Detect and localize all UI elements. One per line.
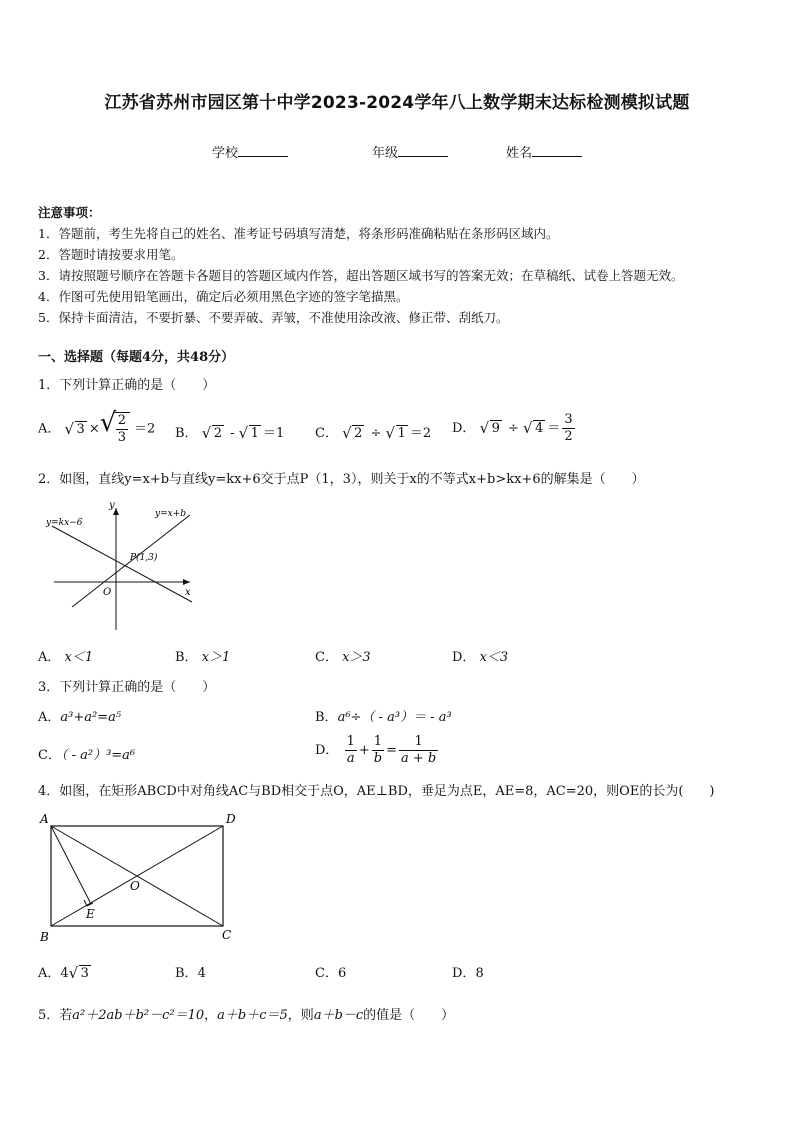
name-label: 姓名 <box>506 146 533 161</box>
q3-option-d[interactable]: D． $\frac{1}{a}$ + $\frac{1}{b}$ = $\frac{1}{a + b}$ <box>315 734 437 766</box>
q2-option-c[interactable]: C． x＞3 <box>315 650 371 665</box>
sqrt-expression: √ 2 <box>342 424 363 442</box>
grade-blank[interactable] <box>398 144 448 157</box>
note-item: 1．答题前，考生先将自己的姓名、准考证号码填写清楚，将条形码准确粘贴在条形码区域内。 <box>38 226 559 241</box>
fraction: $\frac{3}{2}$ <box>564 412 573 444</box>
sqrt-expression: √ 1 <box>238 424 259 442</box>
x-axis-arrow <box>183 579 190 585</box>
point-e-label: E <box>86 907 95 921</box>
equals-value: ＝2 <box>134 421 156 437</box>
vertex-a-label: A <box>40 812 49 826</box>
vertex-c-label: C <box>222 928 232 942</box>
x-axis-label: x <box>185 587 191 598</box>
center-o-label: O <box>130 879 140 893</box>
vertex-b-label: B <box>40 930 49 944</box>
grade-field <box>372 142 448 161</box>
note-item: 5．保持卡面清洁，不要折暴、不要弄破、弄皱，不准使用涂改液、修正带、刮纸刀。 <box>38 310 509 325</box>
option-label: D． <box>452 421 476 436</box>
q4-rectangle-figure <box>36 810 246 946</box>
school-field <box>212 142 288 161</box>
section-heading: 一、选择题（每题4分，共48分） <box>38 350 235 365</box>
sqrt-expression: √ 3 <box>64 419 85 438</box>
times-sign: × <box>88 421 100 437</box>
school-blank[interactable] <box>238 144 288 157</box>
operator: - <box>225 426 239 441</box>
q3-stem: 3．下列计算正确的是（ ） <box>38 680 216 695</box>
point-p-label: P(1,3) <box>130 553 158 563</box>
option-label: A． <box>38 421 61 437</box>
fraction: $\frac{1}{b}$ <box>373 734 383 766</box>
q4-stem: 4．如图，在矩形ABCD中对角线AC与BD相交于点O，AE⊥BD，垂足为点E，AE=8，AC=20，则OE的长为( ) <box>38 784 715 799</box>
right-angle-mark <box>84 900 93 906</box>
fraction: $\frac{1}{a}$ <box>346 734 355 766</box>
equals-sign: ＝ <box>547 421 561 436</box>
line-kx-6 <box>52 526 192 602</box>
y-axis-label: y <box>109 500 115 511</box>
q2-stem: 2．如图，直线y=x+b与直线y=kx+6交于点P（1，3），则关于x的不等式x+b>kx+6的解集是（ ） <box>38 472 645 487</box>
fraction: $\frac{1}{a + b}$ <box>401 734 437 766</box>
q1-option-a[interactable] <box>38 408 156 446</box>
q4-option-a[interactable]: A．4 √ 3 <box>38 964 89 982</box>
q4-option-b[interactable]: B．4 <box>175 966 206 981</box>
origin-label: O <box>103 587 112 598</box>
sqrt-expression: √ 3 <box>68 964 89 982</box>
q2-option-a[interactable]: A． x＜1 <box>38 650 94 665</box>
operator: ÷ <box>503 421 524 436</box>
vertex-d-label: D <box>226 812 236 826</box>
q3-option-c[interactable]: C．（ - a²）³=a⁶ <box>38 748 136 763</box>
q2-option-d[interactable]: D． x＜3 <box>452 650 509 665</box>
exam-title: 江苏省苏州市园区第十中学2023-2024学年八上数学期末达标检测模拟试题 <box>104 93 690 113</box>
equals-value: ＝1 <box>262 426 285 441</box>
sqrt-expression: √ 1 <box>385 424 406 442</box>
q1-option-d[interactable] <box>452 412 577 445</box>
school-label: 学校 <box>212 146 239 161</box>
q4-option-d[interactable]: D．8 <box>452 966 484 981</box>
sqrt-expression: √ $\frac{2}{3}$ <box>100 412 132 446</box>
q1-option-b[interactable] <box>175 422 284 441</box>
line-kx-6-label: y=kx−6 <box>46 518 83 528</box>
q5-expression-2: a＋b＋c＝5 <box>217 1008 288 1023</box>
q5-stem: 5．若a²＋2ab＋b²－c²＝10，a＋b＋c＝5，则a＋b－c的值是（ ） <box>38 1008 455 1023</box>
q5-expression-3: a＋b－c <box>313 1008 364 1023</box>
note-item: 3．请按照题号顺序在答题卡各题目的答题区域内作答，超出答题区域书写的答案无效；在草稿纸、试卷上答题无效。 <box>38 268 684 283</box>
notes-heading: 注意事项： <box>38 205 101 220</box>
q1-option-c[interactable] <box>315 422 431 441</box>
q1-stem: 1．下列计算正确的是（ ） <box>38 378 216 393</box>
equals-value: ＝2 <box>409 426 432 441</box>
plus-sign: + <box>358 743 370 758</box>
q3-option-a[interactable]: A．a³+a²=a⁵ <box>38 710 122 725</box>
note-item: 2．答题时请按要求用笔。 <box>38 247 184 262</box>
q2-line-graph <box>40 500 200 635</box>
notes-block <box>38 202 768 328</box>
q4-option-c[interactable]: C．6 <box>315 966 347 981</box>
option-label: B． <box>175 426 198 441</box>
note-item: 4．作图可先使用铅笔画出，确定后必须用黑色字迹的签字笔描黑。 <box>38 289 409 304</box>
grade-label: 年级 <box>372 146 399 161</box>
equals-sign: = <box>386 743 397 758</box>
sqrt-expression: √ 4 <box>523 419 544 437</box>
option-label: C． <box>315 426 338 441</box>
name-blank[interactable] <box>532 144 582 157</box>
name-field <box>506 142 582 161</box>
q5-expression-1: a²＋2ab＋b²－c²＝10 <box>72 1008 205 1023</box>
q2-option-b[interactable]: B． x＞1 <box>175 650 231 665</box>
line-x-plus-b-label: y=x+b <box>155 509 187 519</box>
q3-option-b[interactable]: B．a⁶÷（ - a³）＝ - a³ <box>315 710 452 725</box>
operator: ÷ <box>366 426 386 441</box>
sqrt-expression: √ 9 <box>479 419 500 437</box>
sqrt-expression: √ 2 <box>201 424 222 442</box>
